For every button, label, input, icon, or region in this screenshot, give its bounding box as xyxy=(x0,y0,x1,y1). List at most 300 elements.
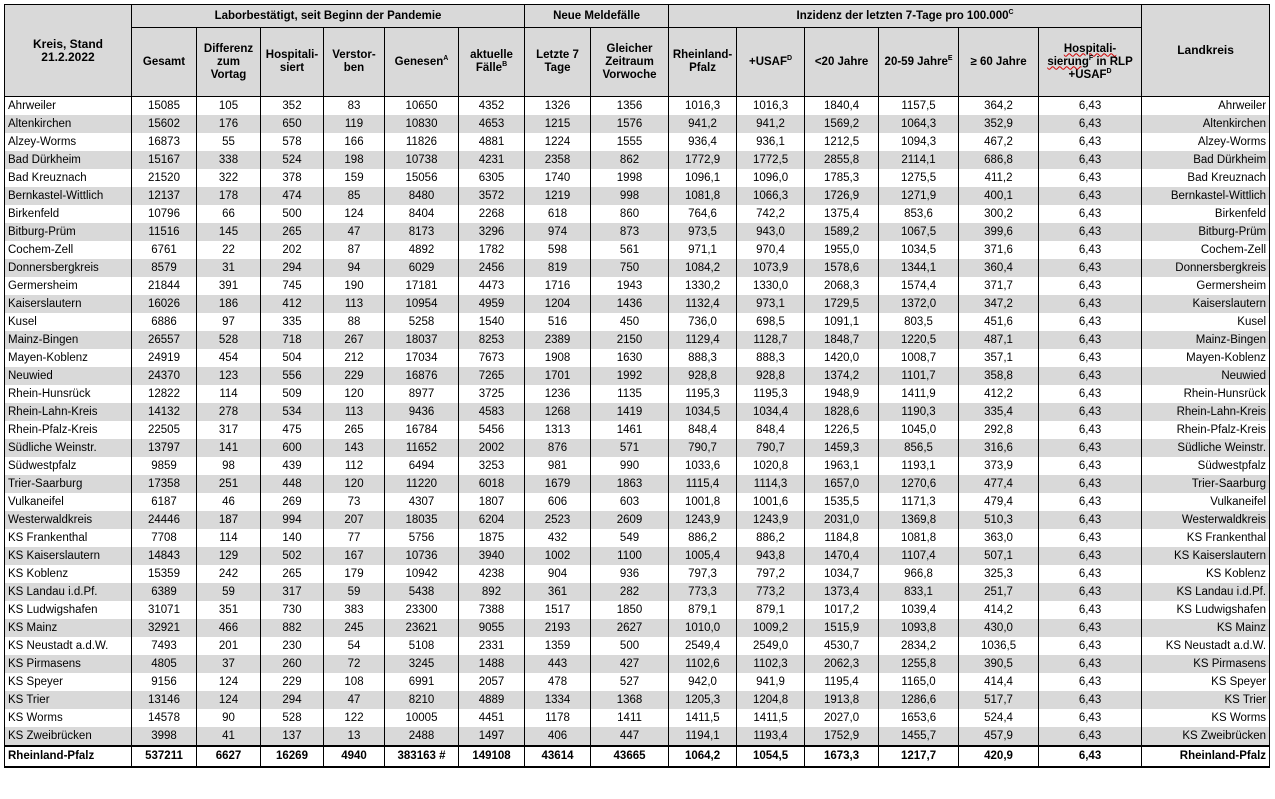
value-cell: 371,7 xyxy=(959,277,1039,295)
value-cell: 516 xyxy=(525,313,591,331)
value-cell: 6,43 xyxy=(1039,619,1142,637)
header-col-sup: D xyxy=(787,54,793,62)
header-col-9 xyxy=(737,28,805,97)
header-col-label: Hospitali-siert xyxy=(265,49,319,74)
value-cell: 15167 xyxy=(132,151,197,169)
value-cell: 15056 xyxy=(385,169,459,187)
header-col-sup2: D xyxy=(1106,67,1112,75)
value-cell: 2031,0 xyxy=(805,511,879,529)
value-cell: 108 xyxy=(324,673,385,691)
value-cell: 1224 xyxy=(525,133,591,151)
value-cell: 1461 xyxy=(591,421,669,439)
value-cell: 1782 xyxy=(459,241,525,259)
value-cell: 114 xyxy=(197,385,261,403)
value-cell: 6,43 xyxy=(1039,313,1142,331)
value-cell: 1420,0 xyxy=(805,349,879,367)
value-cell: 4805 xyxy=(132,655,197,673)
landkreis-name-cell: Ahrweiler xyxy=(1142,97,1270,116)
table-row xyxy=(5,637,1270,655)
value-cell: 14843 xyxy=(132,547,197,565)
value-cell: 467,2 xyxy=(959,133,1039,151)
value-cell: 1701 xyxy=(525,367,591,385)
landkreis-name-cell: Bernkastel-Wittlich xyxy=(1142,187,1270,205)
landkreis-name-cell: Rheinland-Pfalz xyxy=(1142,746,1270,767)
value-cell: 1356 xyxy=(591,97,669,116)
value-cell: 1875 xyxy=(459,529,525,547)
value-cell: 391 xyxy=(197,277,261,295)
value-cell: 358,8 xyxy=(959,367,1039,385)
header-col-sup: B xyxy=(502,61,508,69)
value-cell: 1033,6 xyxy=(669,457,737,475)
value-cell: 1785,3 xyxy=(805,169,879,187)
landkreis-name-cell: Rhein-Pfalz-Kreis xyxy=(1142,421,1270,439)
value-cell: 478 xyxy=(525,673,591,691)
landkreis-name-cell: Birkenfeld xyxy=(1142,205,1270,223)
value-cell: 1963,1 xyxy=(805,457,879,475)
table-row xyxy=(5,511,1270,529)
landkreis-name-cell: Bad Dürkheim xyxy=(1142,151,1270,169)
value-cell: 966,8 xyxy=(879,565,959,583)
value-cell: 17358 xyxy=(132,475,197,493)
landkreis-name-cell: Westerwaldkreis xyxy=(1142,511,1270,529)
value-cell: 517,7 xyxy=(959,691,1039,709)
value-cell: 509 xyxy=(261,385,324,403)
value-cell: 119 xyxy=(324,115,385,133)
kreis-name-cell: Mainz-Bingen xyxy=(5,331,132,349)
value-cell: 1220,5 xyxy=(879,331,959,349)
value-cell: 113 xyxy=(324,295,385,313)
value-cell: 686,8 xyxy=(959,151,1039,169)
value-cell: 282 xyxy=(591,583,669,601)
kreis-name-cell: KS Zweibrücken xyxy=(5,727,132,746)
table-row xyxy=(5,259,1270,277)
value-cell: 1726,9 xyxy=(805,187,879,205)
kreis-name-cell: KS Landau i.d.Pf. xyxy=(5,583,132,601)
value-cell: 598 xyxy=(525,241,591,259)
landkreis-name-cell: Rhein-Hunsrück xyxy=(1142,385,1270,403)
value-cell: 294 xyxy=(261,691,324,709)
header-col-1 xyxy=(197,28,261,97)
value-cell: 16876 xyxy=(385,367,459,385)
value-cell: 15085 xyxy=(132,97,197,116)
value-cell: 2150 xyxy=(591,331,669,349)
value-cell: 7265 xyxy=(459,367,525,385)
header-col-8 xyxy=(669,28,737,97)
kreis-name-cell: Südliche Weinstr. xyxy=(5,439,132,457)
table-row xyxy=(5,277,1270,295)
value-cell: 1194,1 xyxy=(669,727,737,746)
value-cell: 1243,9 xyxy=(669,511,737,529)
value-cell: 1948,9 xyxy=(805,385,879,403)
value-cell: 1270,6 xyxy=(879,475,959,493)
value-cell: 942,0 xyxy=(669,673,737,691)
value-cell: 317 xyxy=(261,583,324,601)
value-cell: 66 xyxy=(197,205,261,223)
value-cell: 59 xyxy=(197,583,261,601)
value-cell: 420,9 xyxy=(959,746,1039,767)
value-cell: 55 xyxy=(197,133,261,151)
value-cell: 2268 xyxy=(459,205,525,223)
value-cell: 2331 xyxy=(459,637,525,655)
value-cell: 16026 xyxy=(132,295,197,313)
value-cell: 43665 xyxy=(591,746,669,767)
value-cell: 1515,9 xyxy=(805,619,879,637)
header-col-label: 20-59 Jahre xyxy=(884,55,948,68)
value-cell: 1132,4 xyxy=(669,295,737,313)
value-cell: 13797 xyxy=(132,439,197,457)
value-cell: 1008,7 xyxy=(879,349,959,367)
value-cell: 1459,3 xyxy=(805,439,879,457)
value-cell: 335 xyxy=(261,313,324,331)
header-col-7 xyxy=(591,28,669,97)
value-cell: 879,1 xyxy=(737,601,805,619)
table-row xyxy=(5,151,1270,169)
value-cell: 6,43 xyxy=(1039,655,1142,673)
value-cell: 856,5 xyxy=(879,439,959,457)
value-cell: 23621 xyxy=(385,619,459,637)
value-cell: 1017,2 xyxy=(805,601,879,619)
value-cell: 9859 xyxy=(132,457,197,475)
value-cell: 120 xyxy=(324,475,385,493)
value-cell: 1034,4 xyxy=(737,403,805,421)
value-cell: 1190,3 xyxy=(879,403,959,421)
kreis-name-cell: KS Worms xyxy=(5,709,132,727)
value-cell: 1574,4 xyxy=(879,277,959,295)
value-cell: 2057 xyxy=(459,673,525,691)
landkreis-name-cell: Bitburg-Prüm xyxy=(1142,223,1270,241)
value-cell: 1411,5 xyxy=(737,709,805,727)
value-cell: 892 xyxy=(459,583,525,601)
value-cell: 178 xyxy=(197,187,261,205)
value-cell: 9055 xyxy=(459,619,525,637)
value-cell: 14132 xyxy=(132,403,197,421)
value-cell: 1369,8 xyxy=(879,511,959,529)
table-row xyxy=(5,187,1270,205)
landkreis-name-cell: KS Trier xyxy=(1142,691,1270,709)
kreis-name-cell: KS Mainz xyxy=(5,619,132,637)
value-cell: 2627 xyxy=(591,619,669,637)
value-cell: 166 xyxy=(324,133,385,151)
value-cell: 2834,2 xyxy=(879,637,959,655)
value-cell: 1992 xyxy=(591,367,669,385)
value-cell: 414,4 xyxy=(959,673,1039,691)
value-cell: 4231 xyxy=(459,151,525,169)
value-cell: 1576 xyxy=(591,115,669,133)
landkreis-name-cell: Südliche Weinstr. xyxy=(1142,439,1270,457)
value-cell: 6,43 xyxy=(1039,457,1142,475)
value-cell: 6627 xyxy=(197,746,261,767)
value-cell: 1268 xyxy=(525,403,591,421)
table-row xyxy=(5,655,1270,673)
value-cell: 77 xyxy=(324,529,385,547)
value-cell: 451,6 xyxy=(959,313,1039,331)
table-row xyxy=(5,403,1270,421)
kreis-name-cell: KS Frankenthal xyxy=(5,529,132,547)
landkreis-name-cell: Kaiserslautern xyxy=(1142,295,1270,313)
value-cell: 603 xyxy=(591,493,669,511)
value-cell: 973,5 xyxy=(669,223,737,241)
value-cell: 904 xyxy=(525,565,591,583)
value-cell: 6,43 xyxy=(1039,529,1142,547)
value-cell: 873 xyxy=(591,223,669,241)
sub-header-row xyxy=(5,28,1270,97)
value-cell: 1497 xyxy=(459,727,525,746)
value-cell: 94 xyxy=(324,259,385,277)
value-cell: 1411,5 xyxy=(669,709,737,727)
value-cell: 1540 xyxy=(459,313,525,331)
kreis-name-cell: Rheinland-Pfalz xyxy=(5,746,132,767)
value-cell: 6389 xyxy=(132,583,197,601)
value-cell: 860 xyxy=(591,205,669,223)
value-cell: 140 xyxy=(261,529,324,547)
value-cell: 47 xyxy=(324,691,385,709)
landkreis-name-cell: Donnersbergkreis xyxy=(1142,259,1270,277)
value-cell: 1286,6 xyxy=(879,691,959,709)
value-cell: 6029 xyxy=(385,259,459,277)
value-cell: 97 xyxy=(197,313,261,331)
value-cell: 1344,1 xyxy=(879,259,959,277)
value-cell: 448 xyxy=(261,475,324,493)
value-cell: 412 xyxy=(261,295,324,313)
value-cell: 21520 xyxy=(132,169,197,187)
value-cell: 973,1 xyxy=(737,295,805,313)
header-col-label: aktuelle Fälle xyxy=(470,49,513,74)
landkreis-name-cell: KS Ludwigshafen xyxy=(1142,601,1270,619)
value-cell: 124 xyxy=(197,691,261,709)
table-row xyxy=(5,457,1270,475)
value-cell: 430,0 xyxy=(959,619,1039,637)
value-cell: 300,2 xyxy=(959,205,1039,223)
value-cell: 1034,7 xyxy=(805,565,879,583)
value-cell: 698,5 xyxy=(737,313,805,331)
value-cell: 265 xyxy=(261,223,324,241)
value-cell: 294 xyxy=(261,259,324,277)
kreis-name-cell: Kusel xyxy=(5,313,132,331)
value-cell: 6,43 xyxy=(1039,673,1142,691)
value-cell: 10796 xyxy=(132,205,197,223)
header-col-sup: A xyxy=(443,54,449,62)
value-cell: 98 xyxy=(197,457,261,475)
value-cell: 149108 xyxy=(459,746,525,767)
value-cell: 1243,9 xyxy=(737,511,805,529)
value-cell: 46 xyxy=(197,493,261,511)
landkreis-name-cell: KS Frankenthal xyxy=(1142,529,1270,547)
header-group-inzidenz xyxy=(669,5,1142,28)
value-cell: 1215 xyxy=(525,115,591,133)
value-cell: 9156 xyxy=(132,673,197,691)
value-cell: 1184,8 xyxy=(805,529,879,547)
value-cell: 6,43 xyxy=(1039,187,1142,205)
value-cell: 292,8 xyxy=(959,421,1039,439)
value-cell: 5438 xyxy=(385,583,459,601)
value-cell: 1107,4 xyxy=(879,547,959,565)
value-cell: 1091,1 xyxy=(805,313,879,331)
value-cell: 1101,7 xyxy=(879,367,959,385)
value-cell: 1219 xyxy=(525,187,591,205)
value-cell: 439 xyxy=(261,457,324,475)
table-row xyxy=(5,601,1270,619)
value-cell: 447 xyxy=(591,727,669,746)
value-cell: 414,2 xyxy=(959,601,1039,619)
header-col-label: Gesamt xyxy=(142,55,186,68)
value-cell: 412,2 xyxy=(959,385,1039,403)
value-cell: 230 xyxy=(261,637,324,655)
value-cell: 105 xyxy=(197,97,261,116)
value-cell: 941,9 xyxy=(737,673,805,691)
header-col-label: Letzte 7 Tage xyxy=(536,49,579,74)
value-cell: 1020,8 xyxy=(737,457,805,475)
value-cell: 123 xyxy=(197,367,261,385)
header-col-label: Hospitali-sierung xyxy=(1047,42,1117,68)
value-cell: 537211 xyxy=(132,746,197,767)
value-cell: 1217,7 xyxy=(879,746,959,767)
value-cell: 1102,3 xyxy=(737,655,805,673)
kreis-name-cell: Trier-Saarburg xyxy=(5,475,132,493)
header-col-13 xyxy=(1039,28,1142,97)
value-cell: 2068,3 xyxy=(805,277,879,295)
value-cell: 1129,4 xyxy=(669,331,737,349)
value-cell: 1673,3 xyxy=(805,746,879,767)
value-cell: 16269 xyxy=(261,746,324,767)
landkreis-name-cell: Germersheim xyxy=(1142,277,1270,295)
value-cell: 1005,4 xyxy=(669,547,737,565)
landkreis-name-cell: KS Pirmasens xyxy=(1142,655,1270,673)
value-cell: 528 xyxy=(197,331,261,349)
value-cell: 2114,1 xyxy=(879,151,959,169)
value-cell: 4451 xyxy=(459,709,525,727)
value-cell: 1863 xyxy=(591,475,669,493)
value-cell: 790,7 xyxy=(737,439,805,457)
value-cell: 6,43 xyxy=(1039,583,1142,601)
value-cell: 141 xyxy=(197,439,261,457)
value-cell: 13146 xyxy=(132,691,197,709)
value-cell: 12822 xyxy=(132,385,197,403)
value-cell: 886,2 xyxy=(669,529,737,547)
value-cell: 882 xyxy=(261,619,324,637)
value-cell: 2549,0 xyxy=(737,637,805,655)
value-cell: 1255,8 xyxy=(879,655,959,673)
header-col-label: Differenz zum Vortag xyxy=(203,42,254,81)
kreis-name-cell: Bernkastel-Wittlich xyxy=(5,187,132,205)
landkreis-name-cell: Mainz-Bingen xyxy=(1142,331,1270,349)
value-cell: 507,1 xyxy=(959,547,1039,565)
value-cell: 267 xyxy=(324,331,385,349)
value-cell: 4889 xyxy=(459,691,525,709)
value-cell: 457,9 xyxy=(959,727,1039,746)
value-cell: 212 xyxy=(324,349,385,367)
table-row xyxy=(5,421,1270,439)
value-cell: 1828,6 xyxy=(805,403,879,421)
value-cell: 1569,2 xyxy=(805,115,879,133)
value-cell: 351 xyxy=(197,601,261,619)
value-cell: 18035 xyxy=(385,511,459,529)
value-cell: 936 xyxy=(591,565,669,583)
value-cell: 2609 xyxy=(591,511,669,529)
value-cell: 360,4 xyxy=(959,259,1039,277)
value-cell: 1036,5 xyxy=(959,637,1039,655)
value-cell: 187 xyxy=(197,511,261,529)
value-cell: 6,43 xyxy=(1039,637,1142,655)
value-cell: 970,4 xyxy=(737,241,805,259)
value-cell: 1955,0 xyxy=(805,241,879,259)
value-cell: 6,43 xyxy=(1039,565,1142,583)
landkreis-name-cell: KS Zweibrücken xyxy=(1142,727,1270,746)
value-cell: 269 xyxy=(261,493,324,511)
value-cell: 1772,9 xyxy=(669,151,737,169)
kreis-name-cell: KS Kaiserslautern xyxy=(5,547,132,565)
table-row xyxy=(5,691,1270,709)
value-cell: 6,43 xyxy=(1039,277,1142,295)
value-cell: 1195,4 xyxy=(805,673,879,691)
header-col-label: ≥ 60 Jahre xyxy=(970,55,1027,68)
value-cell: 3245 xyxy=(385,655,459,673)
kreis-name-cell: KS Koblenz xyxy=(5,565,132,583)
value-cell: 500 xyxy=(261,205,324,223)
value-cell: 1205,3 xyxy=(669,691,737,709)
kreis-name-cell: KS Trier xyxy=(5,691,132,709)
value-cell: 1271,9 xyxy=(879,187,959,205)
value-cell: 11652 xyxy=(385,439,459,457)
value-cell: 6,43 xyxy=(1039,691,1142,709)
kreis-name-cell: Südwestpfalz xyxy=(5,457,132,475)
header-col-4 xyxy=(385,28,459,97)
value-cell: 198 xyxy=(324,151,385,169)
value-cell: 1488 xyxy=(459,655,525,673)
value-cell: 524 xyxy=(261,151,324,169)
header-col-label: Rheinland-Pfalz xyxy=(672,49,733,74)
value-cell: 5756 xyxy=(385,529,459,547)
value-cell: 10005 xyxy=(385,709,459,727)
value-cell: 352 xyxy=(261,97,324,116)
value-cell: 251,7 xyxy=(959,583,1039,601)
value-cell: 2062,3 xyxy=(805,655,879,673)
value-cell: 1081,8 xyxy=(879,529,959,547)
value-cell: 23300 xyxy=(385,601,459,619)
value-cell: 4653 xyxy=(459,115,525,133)
value-cell: 1102,6 xyxy=(669,655,737,673)
value-cell: 159 xyxy=(324,169,385,187)
value-cell: 561 xyxy=(591,241,669,259)
value-cell: 6,43 xyxy=(1039,727,1142,746)
table-row xyxy=(5,367,1270,385)
value-cell: 11220 xyxy=(385,475,459,493)
value-cell: 383 xyxy=(324,601,385,619)
value-cell: 6,43 xyxy=(1039,115,1142,133)
value-cell: 730 xyxy=(261,601,324,619)
landkreis-name-cell: Vulkaneifel xyxy=(1142,493,1270,511)
header-col-label: Verstor-ben xyxy=(332,49,376,74)
value-cell: 1002 xyxy=(525,547,591,565)
value-cell: 928,8 xyxy=(737,367,805,385)
value-cell: 179 xyxy=(324,565,385,583)
value-cell: 1193,4 xyxy=(737,727,805,746)
value-cell: 2855,8 xyxy=(805,151,879,169)
value-cell: 1066,3 xyxy=(737,187,805,205)
value-cell: 1001,6 xyxy=(737,493,805,511)
value-cell: 347,2 xyxy=(959,295,1039,313)
value-cell: 11516 xyxy=(132,223,197,241)
value-cell: 6,43 xyxy=(1039,511,1142,529)
value-cell: 2358 xyxy=(525,151,591,169)
header-col-0 xyxy=(132,28,197,97)
value-cell: 797,3 xyxy=(669,565,737,583)
value-cell: 1411 xyxy=(591,709,669,727)
value-cell: 1212,5 xyxy=(805,133,879,151)
value-cell: 819 xyxy=(525,259,591,277)
value-cell: 1326 xyxy=(525,97,591,116)
value-cell: 245 xyxy=(324,619,385,637)
value-cell: 848,4 xyxy=(669,421,737,439)
